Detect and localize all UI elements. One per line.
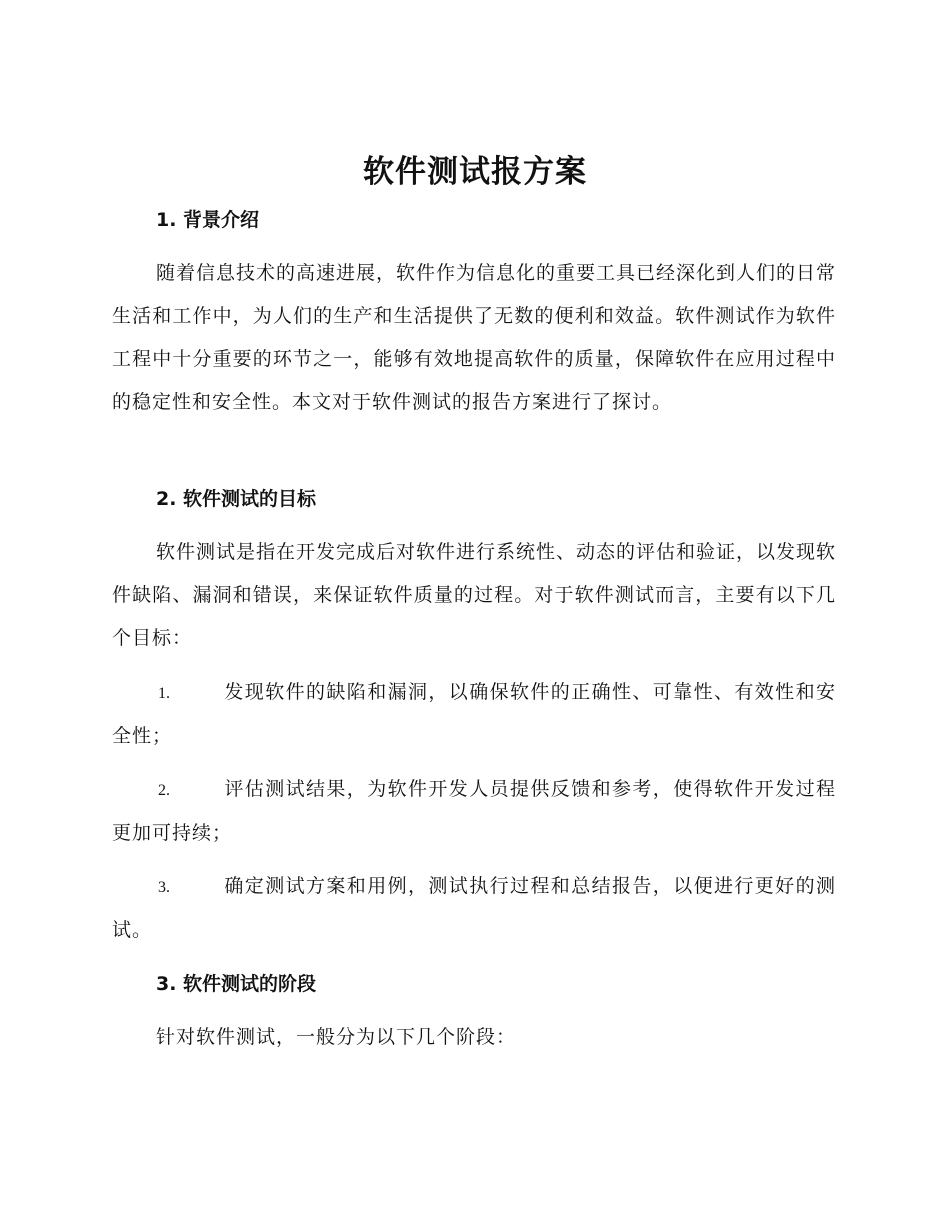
paragraph-background: 随着信息技术的高速进展，软件作为信息化的重要工具已经深化到人们的日常生活和工作中，为人们的生产和生活提供了无数的便利和效益。软件测试作为软件工程中十分重要的环节之一，能够有效地提高软件的质量，保障软件在应用过程中的稳定性和安全性。本文对于软件测试的报告方案进行了探讨。 [112,262,837,413]
list-item-number: 3. [158,879,170,896]
list-item [112,865,836,952]
section-heading-stages: 3. 软件测试的阶段 [156,973,317,995]
paragraph-stages-intro: 针对软件测试，一般分为以下几个阶段： [156,1026,517,1048]
list-item [112,768,836,855]
paragraph-goals-intro: 软件测试是指在开发完成后对软件进行系统性、动态的评估和验证，以发现软件缺陷、漏洞和错误，来保证软件质量的过程。对于软件测试而言，主要有以下几个目标： [112,541,837,649]
list-item-text: 评估测试结果，为软件开发人员提供反馈和参考，使得软件开发过程更加可持续； [112,778,836,844]
list-item [112,671,836,758]
document-title: 软件测试报方案 [363,154,587,190]
list-item-text: 发现软件的缺陷和漏洞，以确保软件的正确性、可靠性、有效性和安全性； [112,681,836,747]
list-item-text: 确定测试方案和用例，测试执行过程和总结报告，以便进行更好的测试。 [112,875,836,941]
section-heading-background: 1. 背景介绍 [156,209,260,231]
section-heading-goals: 2. 软件测试的目标 [156,488,317,510]
list-item-number: 1. [158,685,170,702]
list-item-number: 2. [158,782,170,799]
